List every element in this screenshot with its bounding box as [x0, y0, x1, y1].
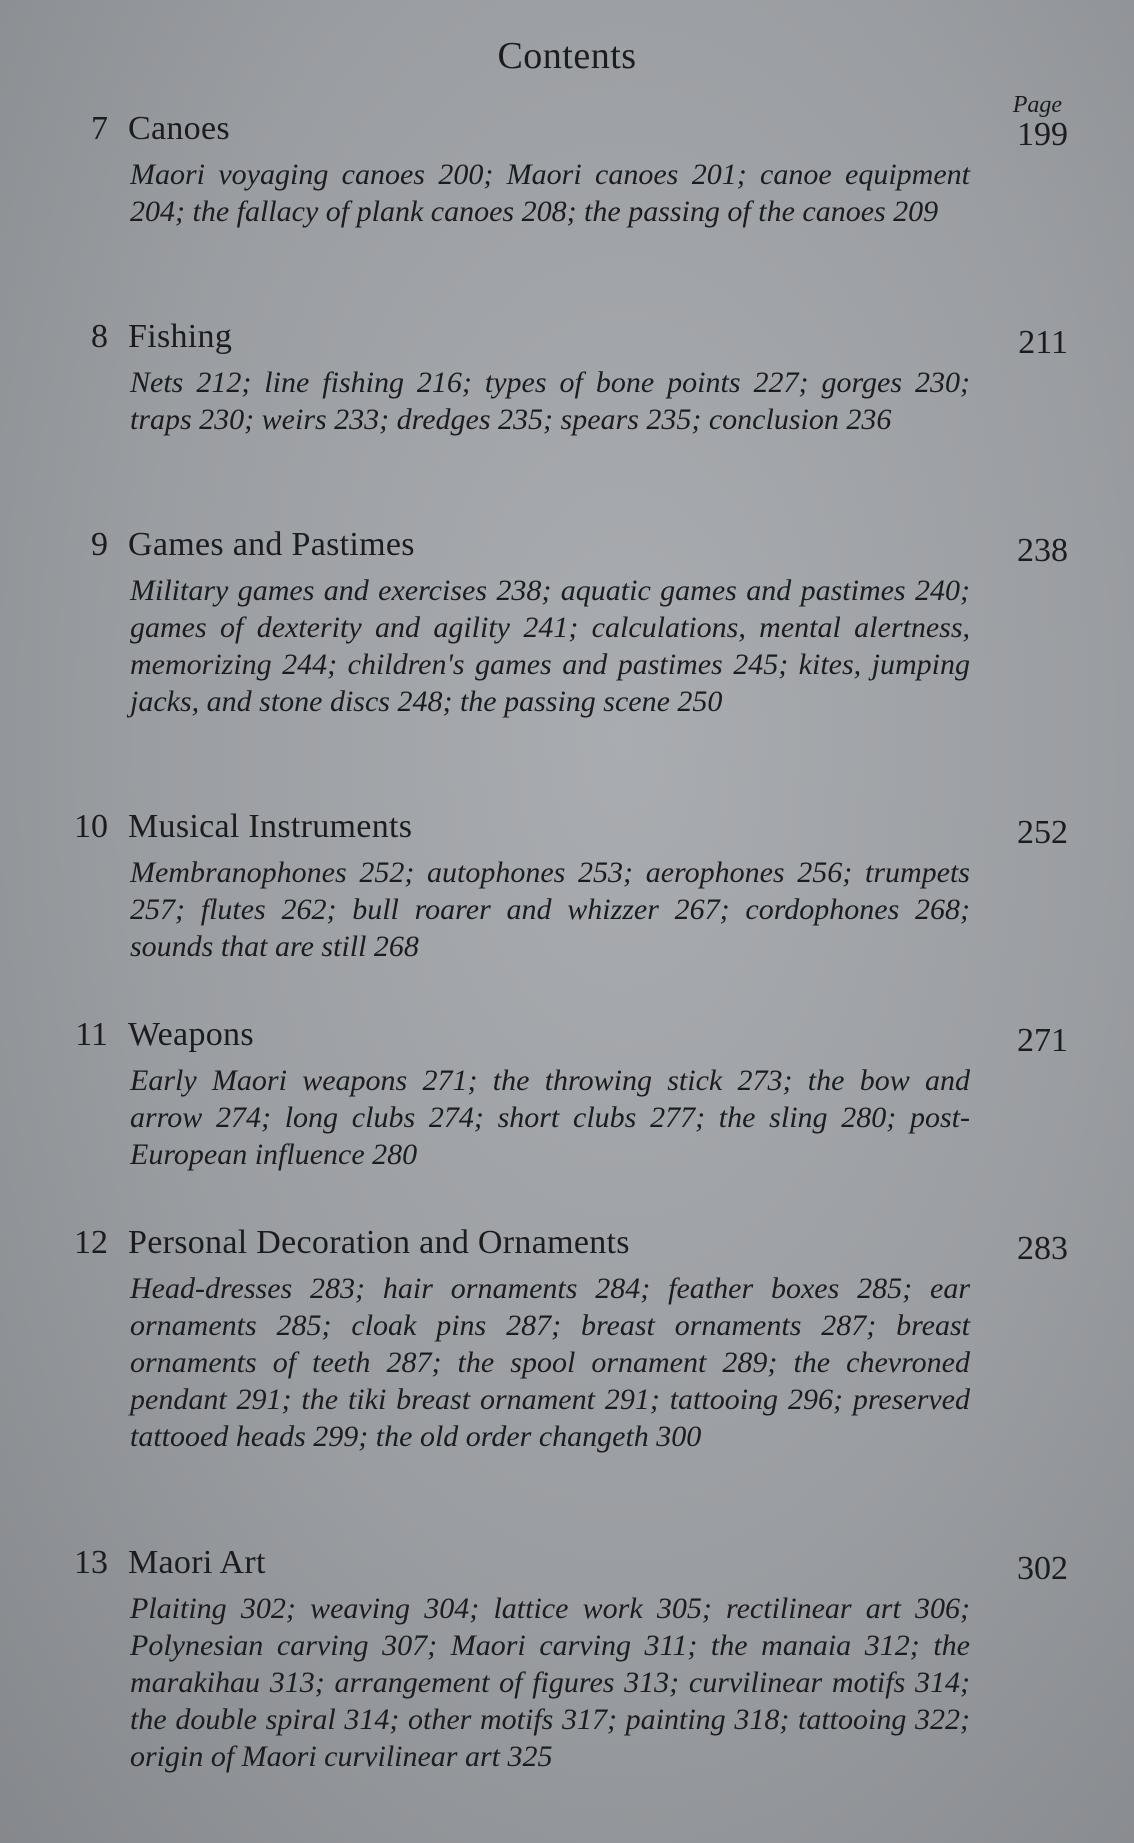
chapter-title: Weapons [128, 1016, 254, 1053]
chapter-number: 12 [74, 1224, 108, 1261]
chapter-heading [0, 102, 1134, 152]
chapter-title: Maori Art [128, 1544, 266, 1581]
chapter-title: Fishing [128, 318, 233, 355]
chapter-title: Canoes [128, 110, 230, 147]
chapter-page: 238 [1017, 532, 1068, 569]
chapter-description: Military games and exercises 238; aquatic games and pastimes 240; games of dexterity and agility 241; calculations, mental alertness, memorizing 244; children's games and pastimes 245; kites, jumping jacks, and stone discs 248; the passing scene 250 [130, 574, 970, 718]
chapter-description: Maori voyaging canoes 200; Maori canoes 201; canoe equipment 204; the fallacy of plank canoes 208; the passing of the canoes 209 [130, 158, 970, 228]
chapter-number: 10 [74, 808, 108, 845]
chapter-entry [0, 800, 1134, 1008]
chapter-number: 11 [75, 1016, 108, 1053]
chapter-number: 8 [91, 318, 108, 355]
chapter-heading [0, 1008, 1134, 1058]
chapter-entry [0, 1008, 1134, 1216]
chapter-entry [0, 102, 1134, 310]
chapter-description: Head-dresses 283; hair ornaments 284; feather boxes 285; ear ornaments 285; cloak pins 287; breast ornaments 287; breast ornaments of teeth 287; the spool ornament 289; the chevroned pendant 291; the tiki breast ornament 291; tattooing 296; preserved tattooed heads 299; the old order changeth 300 [130, 1272, 970, 1453]
chapter-entry [0, 310, 1134, 518]
chapter-list [0, 102, 1134, 1818]
chapter-heading [0, 1216, 1134, 1266]
chapter-description: Early Maori weapons 271; the throwing stick 273; the bow and arrow 274; long clubs 274; short clubs 277; the sling 280; post-European influence 280 [130, 1064, 970, 1171]
chapter-entry [0, 1216, 1134, 1536]
chapter-description: Membranophones 252; autophones 253; aerophones 256; trumpets 257; flutes 262; bull roarer and whizzer 267; cordophones 268; sounds that are still 268 [130, 856, 970, 963]
chapter-title: Personal Decoration and Ornaments [128, 1224, 630, 1261]
chapter-title: Games and Pastimes [128, 526, 415, 563]
chapter-number: 13 [74, 1544, 108, 1581]
page-column-label: Page [1012, 92, 1062, 118]
chapter-heading [0, 518, 1134, 568]
chapter-title: Musical Instruments [128, 808, 413, 845]
chapter-page: 302 [1017, 1550, 1068, 1587]
chapter-number: 7 [91, 110, 108, 147]
chapter-heading [0, 800, 1134, 850]
chapter-page: 283 [1017, 1230, 1068, 1267]
chapter-number: 9 [91, 526, 108, 563]
chapter-heading [0, 1536, 1134, 1586]
chapter-description: Nets 212; line fishing 216; types of bone points 227; gorges 230; traps 230; weirs 233; dredges 235; spears 235; conclusion 236 [130, 366, 970, 436]
chapter-page: 252 [1017, 814, 1068, 851]
chapter-description: Plaiting 302; weaving 304; lattice work 305; rectilinear art 306; Polynesian carving 307; Maori carving 311; the manaia 312; the marakihau 313; arrangement of figures 313; curvilinear motifs 314; the double spiral 314; other motifs 317; painting 318; tattooing 322; origin of Maori curvilinear art 325 [130, 1592, 970, 1773]
chapter-entry [0, 1536, 1134, 1818]
chapter-heading [0, 310, 1134, 360]
chapter-entry [0, 518, 1134, 800]
page-title: Contents [497, 35, 637, 77]
chapter-page: 211 [1018, 324, 1068, 361]
chapter-page: 271 [1017, 1022, 1068, 1059]
chapter-page: 199 [1017, 116, 1068, 153]
